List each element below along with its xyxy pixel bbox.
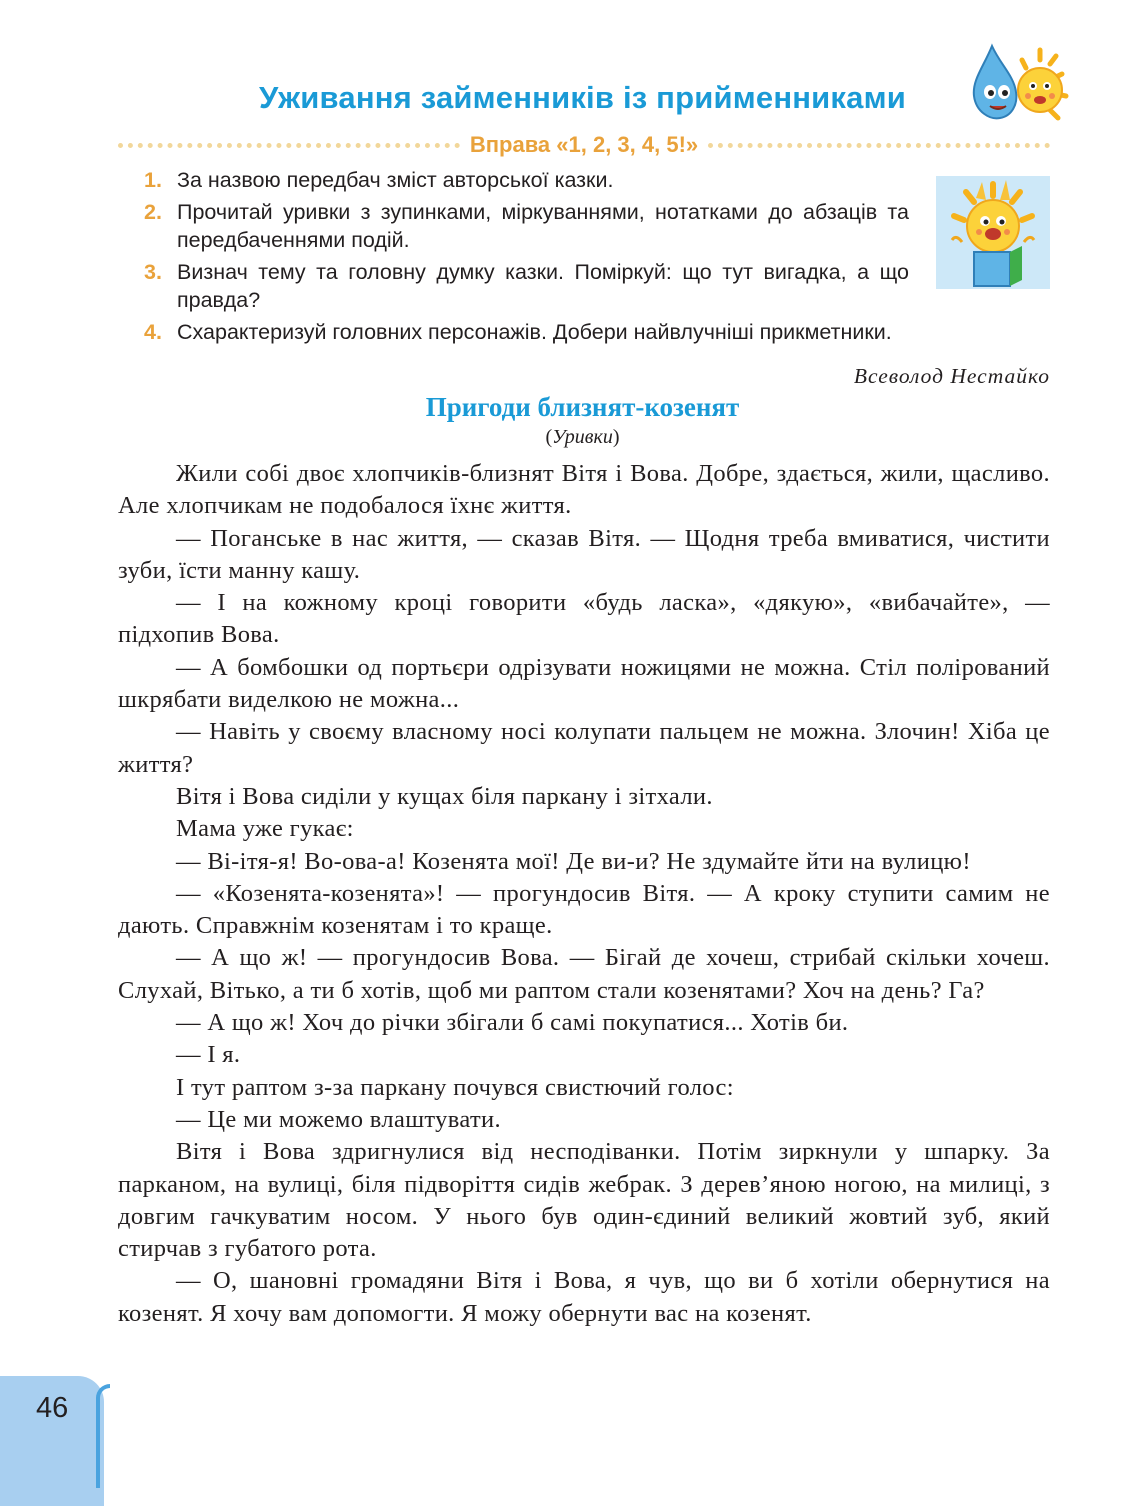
sun-icon — [1018, 50, 1066, 118]
story-paragraph: — «Козенята-козенята»! — прогундосив Вітя. — А кроку ступити самим не дають. Справжнім козенятам і то краще. — [118, 879, 1050, 940]
story-paragraph: — А бомбошки од портьєри одрізувати ножицями не можна. Стіл полірований шкрябати виделкою не можна... — [118, 653, 1050, 714]
story-paragraph: — А що ж! — прогундосив Вова. — Бігай де хочеш, стрибай скільки хочеш. Слухай, Вітько, а ти б хотів, щоб ми раптом стали козенятами? Хоч на день? Га? — [118, 944, 1050, 1004]
story-paragraph: Жили собі двоє хлопчиків-близнят Вітя і Вова. Добре, здається, жили, щасливо. Але хлопчикам не подобалося їхнє життя. — [118, 460, 1050, 520]
page-number: 46 — [36, 1392, 69, 1424]
task-number: 1. — [144, 168, 162, 192]
story-paragraph: — Поганське в нас життя, — сказав Вітя. — Щодня треба вмиватися, чистити зуби, їсти манну кашу. — [118, 524, 1050, 584]
story-paragraph: І тут раптом з-за паркану почувся свистючий голос: — [176, 1073, 734, 1101]
story-paragraph: — О, шановні громадяни Вітя і Вова, я чув, що ви б хотіли обернутися на козенят. Я хочу вам допомогти. Я можу обернути вас на козенят. — [118, 1267, 1050, 1327]
story-paragraph: Вітя і Вова сиділи у кущах біля паркану і зітхали. — [176, 782, 713, 810]
story-text — [118, 458, 1050, 1330]
story-paragraph: Вітя і Вова здригнулися від несподіванки. Потім зиркнули у шпарку. За парканом, на вулиці, біля підворіття сидів жебрак. З дерев’яною ногою, на милиці, з довгим гачкуватим носом. У нього був один-єдиний великий жовтий зуб, який стирчав з губатого рота. — [118, 1138, 1050, 1263]
water-drop-icon — [974, 46, 1017, 118]
story-paragraph: Мама уже гукає: — [176, 815, 354, 843]
dotted-divider-left — [118, 143, 460, 148]
sun-with-book-icon — [936, 176, 1050, 289]
task-number: 4. — [144, 320, 162, 344]
task-list — [144, 166, 1054, 350]
page-tab-accent — [96, 1384, 110, 1488]
dotted-divider-right — [708, 143, 1050, 148]
exercise-header — [118, 130, 1050, 160]
task-text: Схарактеризуй головних персонажів. Добери найвлучніші прикметники. — [177, 320, 892, 344]
story-author: Всеволод Нестайко — [853, 364, 1050, 388]
subtitle-close-paren: ) — [612, 426, 620, 448]
task-item — [144, 318, 1054, 346]
subtitle-open-paren: ( — [545, 426, 553, 448]
mascots-illustration — [962, 38, 1072, 128]
story-paragraph: — Навіть у своєму власному носі колупати пальцем не можна. Злочин! Хіба це життя? — [118, 718, 1050, 778]
task-item — [144, 258, 1054, 314]
story-paragraph: — Це ми можемо влаштувати. — [176, 1105, 501, 1133]
story-subtitle — [0, 426, 1133, 449]
task-text: За назвою передбач зміст авторської казки. — [177, 168, 614, 192]
story-paragraph: — І я. — [176, 1041, 241, 1069]
exercise-title: Вправа «1, 2, 3, 4, 5!» — [469, 132, 699, 157]
story-paragraph: — Ві-ітя-я! Во-ова-а! Козенята мої! Де ви-и? Не здумайте йти на вулицю! — [176, 847, 971, 875]
task-text: Прочитай уривки з зупинками, міркуваннями, нотатками до абзаців та передбаченнями подій. — [177, 200, 909, 252]
story-title: Пригоди близнят-козенят — [425, 392, 740, 422]
story-paragraph: — А що ж! Хоч до річки збігали б самі покупатися... Хотів би. — [176, 1009, 849, 1037]
task-number: 3. — [144, 260, 162, 284]
task-item — [144, 166, 1054, 194]
sun-character-illustration — [936, 176, 1050, 289]
subtitle-text: Уривки — [552, 426, 613, 448]
story-paragraph: — І на кожному кроці говорити «будь ласка», «дякую», «вибачайте», — підхопив Вова. — [118, 589, 1050, 649]
task-item — [144, 198, 1054, 254]
task-number: 2. — [144, 200, 162, 224]
page-title: Уживання займенників із прийменниками — [259, 80, 906, 115]
task-text: Визнач тему та головну думку казки. Поміркуй: що тут вигадка, а що правда? — [177, 260, 909, 312]
